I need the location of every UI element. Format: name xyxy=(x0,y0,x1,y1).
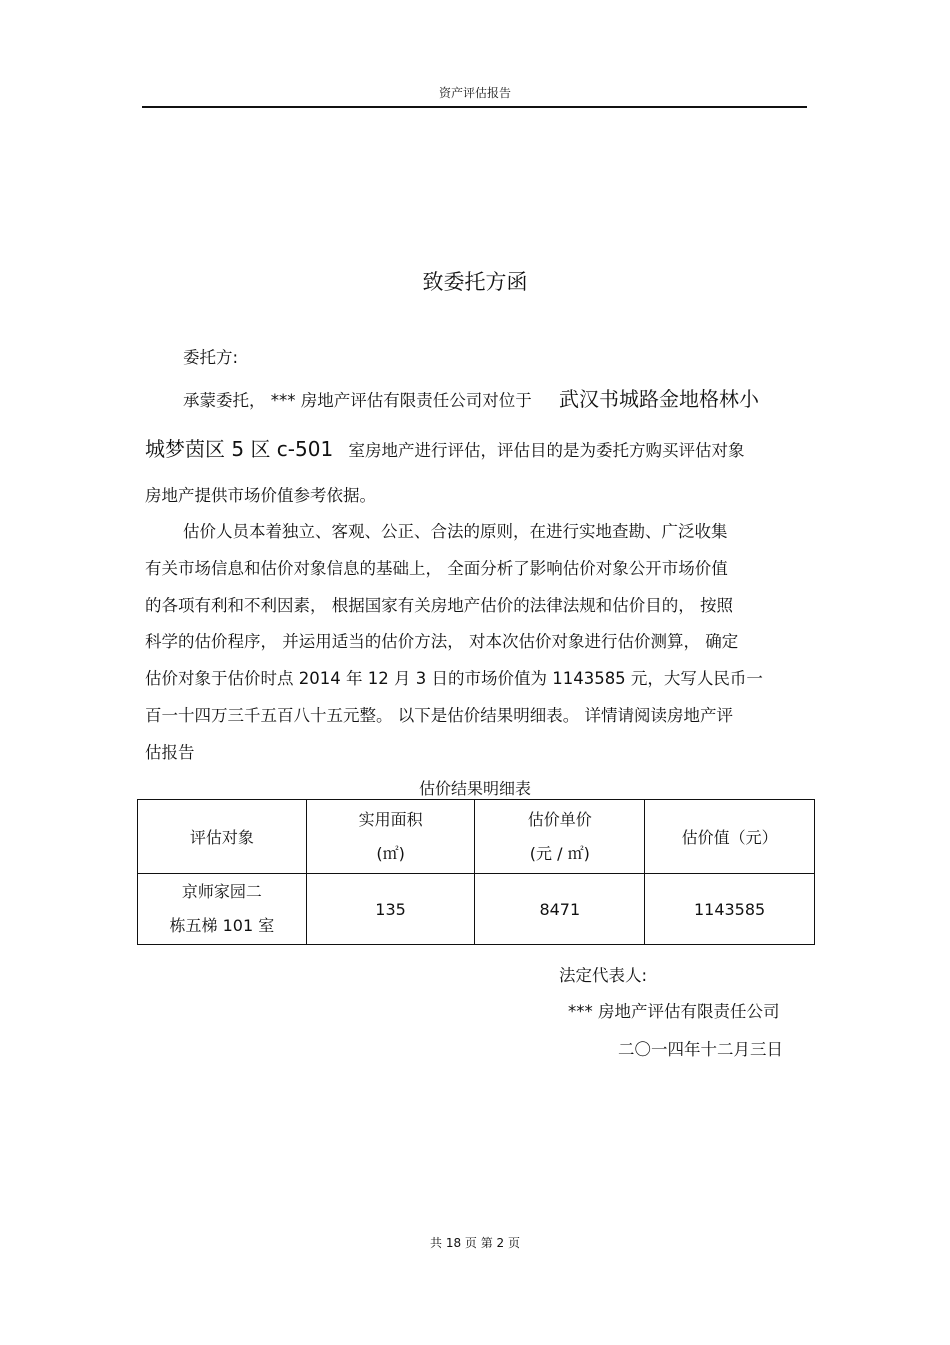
client-label: 委托方: xyxy=(183,348,239,367)
body-line-2-text: 室房地产进行评估，评估目的是为委托方购买评估对象 xyxy=(348,441,745,460)
property-address-part-2: 城梦茵区 5 区 c-501 xyxy=(145,437,334,461)
body-line-1-text: 承蒙委托， *** 房地产评估有限责任公司对位于 xyxy=(183,391,532,410)
signature-date: 二〇一四年十二月三日 xyxy=(618,1040,783,1059)
cell-area: 135 xyxy=(306,874,475,945)
body-line-10: 估报告 xyxy=(145,743,195,762)
cell-value: 1143585 xyxy=(645,874,815,945)
header-area: 实用面积 (㎡) xyxy=(306,800,475,874)
header-unit-price: 估价单价 (元 / ㎡) xyxy=(475,800,645,874)
header-value: 估价值（元） xyxy=(645,800,815,874)
body-line-9: 百一十四万三千五百八十五元整。 以下是估价结果明细表。 详情请阅读房地产评 xyxy=(145,706,733,725)
body-line-6: 的各项有利和不利因素， 根据国家有关房地产估价的法律法规和估价目的， 按照 xyxy=(145,596,733,615)
body-line-8: 估价对象于估价时点 2014 年 12 月 3 日的市场价值为 1143585 元，大写人民币一 xyxy=(145,669,763,688)
letter-title: 致委托方函 xyxy=(422,270,528,294)
body-line-3: 房地产提供市场价值参考依据。 xyxy=(145,486,376,505)
header-object: 评估对象 xyxy=(138,800,307,874)
company-signature: *** 房地产评估有限责任公司 xyxy=(568,1002,780,1021)
cell-unit-price: 8471 xyxy=(475,874,645,945)
body-line-7: 科学的估价程序， 并运用适当的估价方法， 对本次估价对象进行估价测算， 确定 xyxy=(145,632,739,651)
table-caption: 估价结果明细表 xyxy=(418,779,531,798)
cell-object: 京师家园二 栋五梯 101 室 xyxy=(138,874,307,945)
body-line-2 xyxy=(145,433,744,462)
body-line-4: 估价人员本着独立、客观、公正、合法的原则，在进行实地查勘、广泛收集 xyxy=(183,522,728,541)
valuation-result-table xyxy=(137,799,815,945)
legal-representative-label: 法定代表人: xyxy=(559,966,648,985)
header-rule xyxy=(142,106,807,108)
table-header-row xyxy=(138,800,815,874)
body-line-5: 有关市场信息和估价对象信息的基础上， 全面分析了影响估价对象公开市场价值 xyxy=(145,559,728,578)
table-row xyxy=(138,874,815,945)
property-address-part-1: 武汉书城路金地格林小 xyxy=(559,387,759,411)
page-footer: 共 18 页 第 2 页 xyxy=(430,1236,520,1250)
page-header: 资产评估报告 xyxy=(438,86,511,100)
body-line-1 xyxy=(183,383,759,412)
